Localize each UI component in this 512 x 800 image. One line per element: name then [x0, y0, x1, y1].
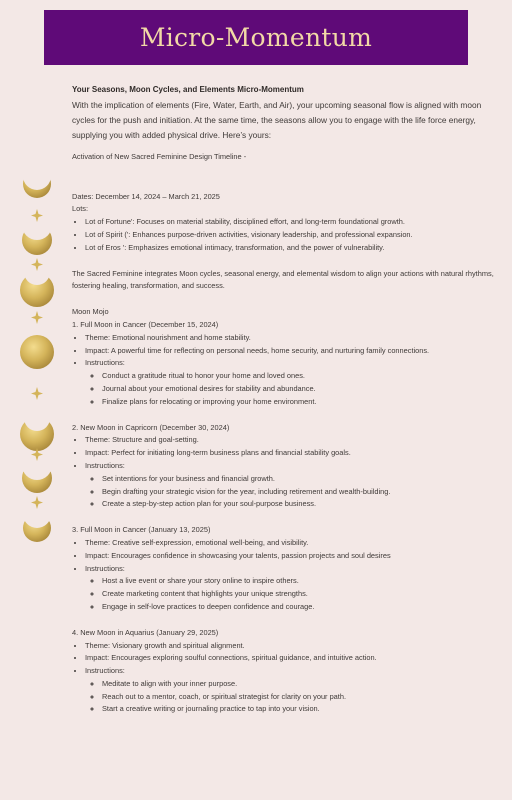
list-item: • Theme: Creative self-expression, emotional well-being, and visibility.	[85, 537, 504, 550]
list-item: • Theme: Structure and goal-setting.	[85, 434, 504, 447]
list-item	[85, 357, 504, 408]
list-item: • Lot of Fortune': Focuses on material stability, disciplined effort, and long-term foundational growth.	[85, 216, 504, 229]
list-item: ◦ Engage in self-love practices to deepen confidence and courage.	[102, 601, 504, 614]
moon-section-heading: 2. New Moon in Capricorn (December 30, 2024)	[72, 422, 230, 432]
moon-section-list	[72, 332, 504, 409]
four-point-star-icon	[31, 311, 43, 324]
instructions-label: Instructions:	[85, 666, 125, 676]
four-point-star-icon	[31, 209, 43, 222]
lots-label: Lots:	[72, 204, 89, 214]
instructions-label: Instructions:	[85, 460, 125, 470]
waning-gibbous-icon	[20, 417, 54, 451]
four-point-star-icon	[31, 496, 43, 509]
crescent-moon-icon	[22, 463, 52, 493]
list-item: • Lot of Eros ': Emphasizes emotional intimacy, transformation, and the power of vulnerability.	[85, 242, 504, 255]
list-item: • Lot of Spirit (': Enhances purpose-driven activities, visionary leadership, and professional expansion.	[85, 229, 504, 242]
gibbous-moon-icon	[20, 273, 54, 307]
dates-line: Dates: December 14, 2024 – March 21, 2025	[72, 191, 220, 201]
moon-section-list	[72, 434, 504, 511]
list-item: ◦ Meditate to align with your inner purpose.	[102, 678, 504, 691]
instructions-label: Instructions:	[85, 358, 125, 368]
list-item: ◦ Create a step-by-step action plan for your soul-purpose business.	[102, 498, 504, 511]
moon-mojo-title: Moon Mojo	[72, 307, 109, 317]
list-item: • Impact: Encourages confidence in showcasing your talents, passion projects and soul desires	[85, 550, 504, 563]
instructions-list	[85, 370, 504, 408]
four-point-star-icon	[31, 258, 43, 271]
list-item	[85, 460, 504, 511]
waxing-crescent-icon	[23, 514, 51, 542]
main-content	[72, 84, 504, 716]
list-item: ◦ Reach out to a mentor, coach, or spiritual strategist for clarity on your path.	[102, 691, 504, 704]
title-banner	[44, 10, 468, 65]
list-item: • Impact: Perfect for initiating long-term business plans and financial stability goals.	[85, 447, 504, 460]
list-item: • Impact: Encourages exploring soulful connections, spiritual guidance, and intuitive action.	[85, 652, 504, 665]
four-point-star-icon	[31, 387, 43, 400]
list-item: ◦ Conduct a gratitude ritual to honor your home and loved ones.	[102, 370, 504, 383]
instructions-list	[85, 473, 504, 511]
full-moon-icon	[20, 335, 54, 369]
list-item: ◦ Create marketing content that highlights your unique strengths.	[102, 588, 504, 601]
list-item	[85, 665, 504, 716]
moon-section-heading: 4. New Moon in Aquarius (January 29, 2025)	[72, 627, 219, 637]
list-item: ◦ Begin drafting your strategic vision for the year, including retirement and wealth-building.	[102, 486, 504, 499]
page-title: Micro-Momentum	[139, 23, 373, 52]
moon-phases-icon	[8, 172, 66, 552]
moon-section-list	[72, 640, 504, 717]
list-item: ◦ Finalize plans for relocating or improving your home environment.	[102, 396, 504, 409]
moon-section-list	[72, 537, 504, 614]
list-item: • Theme: Visionary growth and spiritual alignment.	[85, 640, 504, 653]
list-item: ◦ Set intentions for your business and financial growth.	[102, 473, 504, 486]
list-item	[85, 563, 504, 614]
moon-section-heading: 1. Full Moon in Cancer (December 15, 2024)	[72, 319, 219, 329]
instructions-label: Instructions:	[85, 563, 125, 573]
lots-list	[72, 216, 504, 254]
list-item: ◦ Start a creative writing or journaling practice to tap into your vision.	[102, 703, 504, 716]
section-subtitle: Your Seasons, Moon Cycles, and Elements Micro-Momentum	[72, 85, 304, 94]
list-item: ◦ Journal about your emotional desires for stability and abundance.	[102, 383, 504, 396]
intro-paragraph: With the implication of elements (Fire, Water, Earth, and Air), your upcoming seasonal flow is aligned with moon cycles for the push and initiation. At the same time, the seasons allow you to engage with the life force energy, supplying you with added physical drive. Here’s yours:	[72, 99, 482, 140]
instructions-list	[85, 575, 504, 613]
activation-line: Activation of New Sacred Feminine Design Timeline -	[72, 151, 247, 161]
sacred-feminine-paragraph: The Sacred Feminine integrates Moon cycles, seasonal energy, and elemental wisdom to align your actions with natural rhythms, fostering healing, transformation, and success.	[72, 268, 494, 291]
crescent-moon-icon	[22, 225, 52, 255]
list-item: ◦ Host a live event or share your story online to inspire others.	[102, 575, 504, 588]
list-item: • Impact: A powerful time for reflecting on personal needs, home security, and nurturing family connections.	[85, 345, 504, 358]
waning-crescent-icon	[23, 172, 51, 198]
instructions-list	[85, 678, 504, 716]
moon-phases-decoration	[8, 172, 66, 552]
moon-section-heading: 3. Full Moon in Cancer (January 13, 2025)	[72, 525, 211, 535]
list-item: • Theme: Emotional nourishment and home stability.	[85, 332, 504, 345]
